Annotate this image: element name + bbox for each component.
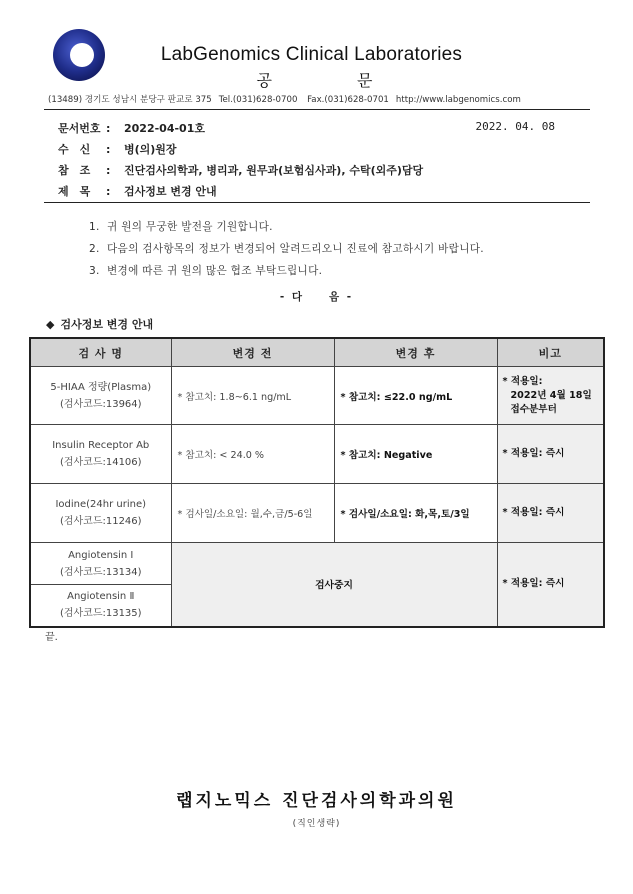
address-text: (13489) 경기도 성남시 분당구 판교로 375 <box>48 95 212 105</box>
end-mark: 끝. <box>45 632 58 643</box>
test-name-cell: Angiotensin Ⅰ (검사코드:13134) <box>30 543 171 585</box>
before-cell: * 검사일/소요일: 월,수,금/5-6일 <box>171 484 334 543</box>
paragraph-3: 3. 변경에 따른 귀 원의 많은 협조 부탁드립니다. <box>89 265 323 277</box>
recipient-row: 수 신 : 병(의)원장 <box>58 143 177 156</box>
test-name-cell: Iodine(24hr urine) (검사코드:11246) <box>30 484 171 543</box>
after-cell: * 참고치: ≤22.0 ng/mL <box>334 367 497 425</box>
reference-label: 참 조 <box>58 164 91 177</box>
section-title: ◆ 검사정보 변경 안내 <box>46 318 154 331</box>
subject-label: 제 목 <box>58 185 91 198</box>
doc-number-label: 문서번호 <box>58 122 101 135</box>
doc-date: 2022. 04. 08 <box>475 120 555 133</box>
company-address <box>48 93 521 105</box>
table-row <box>30 484 604 543</box>
diamond-bullet-icon: ◆ <box>46 318 55 331</box>
note-cell: * 적용일: 2022년 4월 18일 접수분부터 <box>497 367 604 425</box>
doc-number-row: 문서번호 : 2022-04-01호 <box>58 122 205 135</box>
reference-row: 참 조 : 진단검사의학과, 병리과, 원무과(보험심사과), 수탁(외주)담당 <box>58 164 424 177</box>
document-type: 공 문 <box>256 71 413 90</box>
table-row <box>30 367 604 425</box>
paragraph-1: 1. 귀 원의 무궁한 발전을 기원합니다. <box>89 221 273 233</box>
test-name-cell: 5-HIAA 정량(Plasma) (검사코드:13964) <box>30 367 171 425</box>
doc-number-value: 2022-04-01호 <box>124 122 205 135</box>
subject-value: 검사정보 변경 안내 <box>124 185 217 198</box>
col-header-before: 변경 전 <box>171 338 334 367</box>
seal-omitted-note: (직인생략) <box>292 819 341 829</box>
da-eum-heading: - 다 음 - <box>279 291 354 303</box>
recipient-label: 수 신 <box>58 143 91 156</box>
website-link[interactable]: http://www.labgenomics.com <box>395 95 521 105</box>
col-header-note: 비고 <box>497 338 604 367</box>
subject-row: 제 목 : 검사정보 변경 안내 <box>58 185 217 198</box>
before-cell: * 참고치: 1.8~6.1 ng/mL <box>171 367 334 425</box>
table-header-row <box>30 338 604 367</box>
merged-status-cell: 검사중지 <box>171 543 497 627</box>
table-row <box>30 543 604 585</box>
fax-text: Fax.(031)628-0701 <box>307 95 389 105</box>
paragraph-2: 2. 다음의 검사항목의 정보가 변경되어 알려드리오니 진료에 참고하시기 바랍니다. <box>89 243 484 255</box>
footer-organization: 랩지노믹스 진단검사의학과의원 <box>176 791 457 811</box>
after-cell: * 검사일/소요일: 화,목,토/3일 <box>334 484 497 543</box>
reference-value: 진단검사의학과, 병리과, 원무과(보험심사과), 수탁(외주)담당 <box>124 164 424 177</box>
change-table <box>29 337 605 628</box>
tel-text: Tel.(031)628-0700 <box>218 95 298 105</box>
recipient-value: 병(의)원장 <box>124 143 177 156</box>
col-header-after: 변경 후 <box>334 338 497 367</box>
note-cell: * 적용일: 즉시 <box>497 425 604 484</box>
test-name-cell: Angiotensin Ⅱ (검사코드:13135) <box>30 585 171 627</box>
before-cell: * 참고치: < 24.0 % <box>171 425 334 484</box>
note-cell: * 적용일: 즉시 <box>497 484 604 543</box>
col-header-test-name: 검 사 명 <box>30 338 171 367</box>
merged-note-cell: * 적용일: 즉시 <box>497 543 604 627</box>
header-divider <box>44 109 590 110</box>
after-cell: * 참고치: Negative <box>334 425 497 484</box>
table-row <box>30 425 604 484</box>
company-name: LabGenomics Clinical Laboratories <box>160 44 463 65</box>
meta-divider <box>44 202 590 203</box>
test-name-cell: Insulin Receptor Ab (검사코드:14106) <box>30 425 171 484</box>
